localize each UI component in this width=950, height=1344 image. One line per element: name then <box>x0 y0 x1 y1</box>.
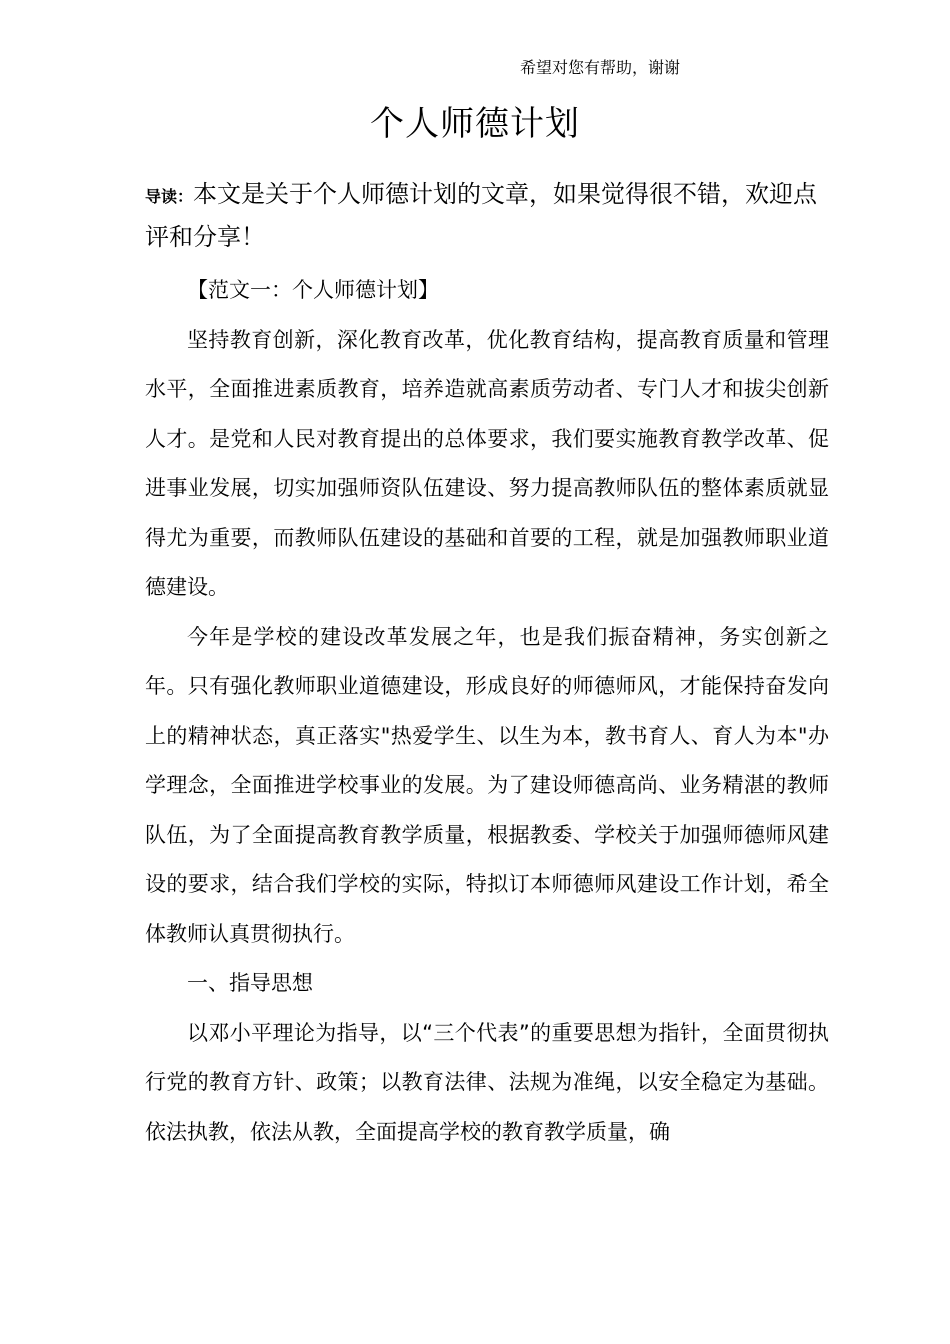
intro-label: 导读： <box>145 187 194 206</box>
section-heading: 一、指导思想 <box>187 971 313 995</box>
header-note: 希望对您有帮助，谢谢 <box>520 58 681 77</box>
intro-text: 本文是关于个人师德计划的文章，如果觉得很不错，欢迎点评和分享！ <box>145 180 818 251</box>
paragraph: 以邓小平理论为指导，以“三个代表”的重要思想为指针，全面贯彻执行党的教育方针、政策；以教育法律、法规为准绳，以安全稳定为基础。依法执教，依法从教，全面提高学校的教育教学质量，确 <box>145 1020 829 1144</box>
paragraph: 坚持教育创新，深化教育改革，优化教育结构，提高教育质量和管理水平，全面推进素质教育，培养造就高素质劳动者、专门人才和拔尖创新人才。是党和人民对教育提出的总体要求，我们要实施教育教学改革、促进事业发展，切实加强师资队伍建设、努力提高教师队伍的整体素质就显得尤为重要，而教师队伍建设的基础和首要的工程，就是加强教师职业道德建设。 <box>145 327 829 599</box>
page-title: 个人师德计划 <box>370 104 580 144</box>
intro-section <box>145 174 825 257</box>
section-heading: 【范文一：个人师德计划】 <box>187 278 439 302</box>
document-body <box>145 266 829 1157</box>
paragraph: 今年是学校的建设改革发展之年，也是我们振奋精神，务实创新之年。只有强化教师职业道德建设，形成良好的师德师风，才能保持奋发向上的精神状态，真正落实"热爱学生、以生为本，教书育人、育人为本"办学理念，全面推进学校事业的发展。为了建设师德高尚、业务精湛的教师队伍，为了全面提高教育教学质量，根据教委、学校关于加强师德师风建设的要求，结合我们学校的实际，特拟订本师德师风建设工作计划，希全体教师认真贯彻执行。 <box>145 624 829 946</box>
